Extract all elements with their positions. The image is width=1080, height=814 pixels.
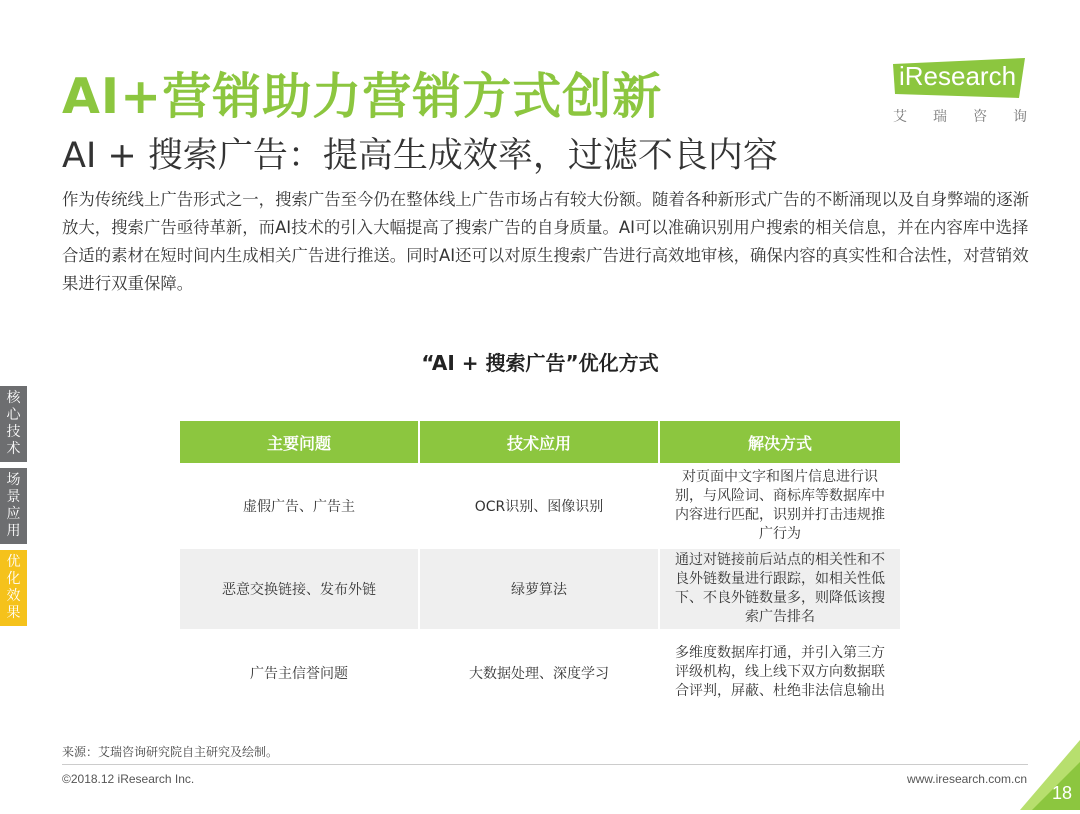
table-title: “AI + 搜索广告”优化方式 (421, 351, 659, 375)
cell-issue: 虚假广告、广告主 (180, 464, 419, 548)
cell-tech: 绿萝算法 (419, 548, 659, 630)
page-number: 18 (1051, 783, 1072, 803)
cell-tech: 大数据处理、深度学习 (419, 630, 659, 714)
cell-solution: 通过对链接前后站点的相关性和不良外链数量进行跟踪，如相关性低下、不良外链数量多，则降低该搜索广告排名 (659, 548, 900, 630)
sidebar-tab-label: 优化效果 (6, 554, 21, 621)
table-header-row (180, 421, 900, 464)
sidebar-tab-label: 核心技术 (6, 390, 21, 457)
website-link[interactable]: www.iresearch.com.cn (906, 772, 1027, 786)
copyright: ©2018.12 iResearch Inc. (62, 772, 195, 786)
cell-tech: OCR识别、图像识别 (419, 464, 659, 548)
page-title: AI+营销助力营销方式创新 (62, 68, 663, 125)
iresearch-logo (893, 58, 1043, 128)
cell-solution: 多维度数据库打通，并引入第三方评级机构，线上线下双方向数据联合评判，屏蔽、杜绝非法信息输出 (659, 630, 900, 714)
sidebar-tab-core-tech[interactable] (0, 386, 27, 462)
header-main-issue: 主要问题 (180, 421, 419, 464)
logo-chinese: 艾 瑞 咨 询 (893, 109, 1027, 125)
optimization-table (180, 421, 900, 714)
sidebar-tab-scenario[interactable] (0, 468, 27, 544)
logo-text: iResearch (899, 61, 1017, 91)
logo-banner (893, 58, 1023, 98)
sidebar-tab-label: 场景应用 (6, 472, 21, 539)
footer-divider (62, 764, 1028, 765)
sidebar-tab-optimization[interactable] (0, 550, 27, 626)
source-note: 来源：艾瑞咨询研究院自主研究及绘制。 (62, 745, 279, 759)
intro-paragraph: 作为传统线上广告形式之一，搜索广告至今仍在整体线上广告市场占有较大份额。随着各种新形式广告的不断涌现以及自身弊端的逐渐放大，搜索广告亟待革新，而AI技术的引入大幅提高了搜索广告的自身质量。AI可以准确识别用户搜索的相关信息，并在内容库中选择合适的素材在短时间内生成相关广告进行推送。同时AI还可以对原生搜索广告进行高效地审核，确保内容的真实性和合法性，对营销效果进行双重保障。 (62, 190, 1030, 293)
cell-issue: 恶意交换链接、发布外链 (180, 548, 419, 630)
header-tech-application: 技术应用 (419, 421, 659, 464)
cell-issue: 广告主信誉问题 (180, 630, 419, 714)
table-row (180, 630, 900, 714)
table-row (180, 464, 900, 548)
page-subtitle: AI + 搜索广告：提高生成效率，过滤不良内容 (62, 136, 778, 176)
table-row (180, 548, 900, 630)
cell-solution: 对页面中文字和图片信息进行识别，与风险词、商标库等数据库中内容进行匹配，识别并打击违规推广行为 (659, 464, 900, 548)
header-solution: 解决方式 (659, 421, 900, 464)
page-corner-decoration (1020, 740, 1080, 810)
